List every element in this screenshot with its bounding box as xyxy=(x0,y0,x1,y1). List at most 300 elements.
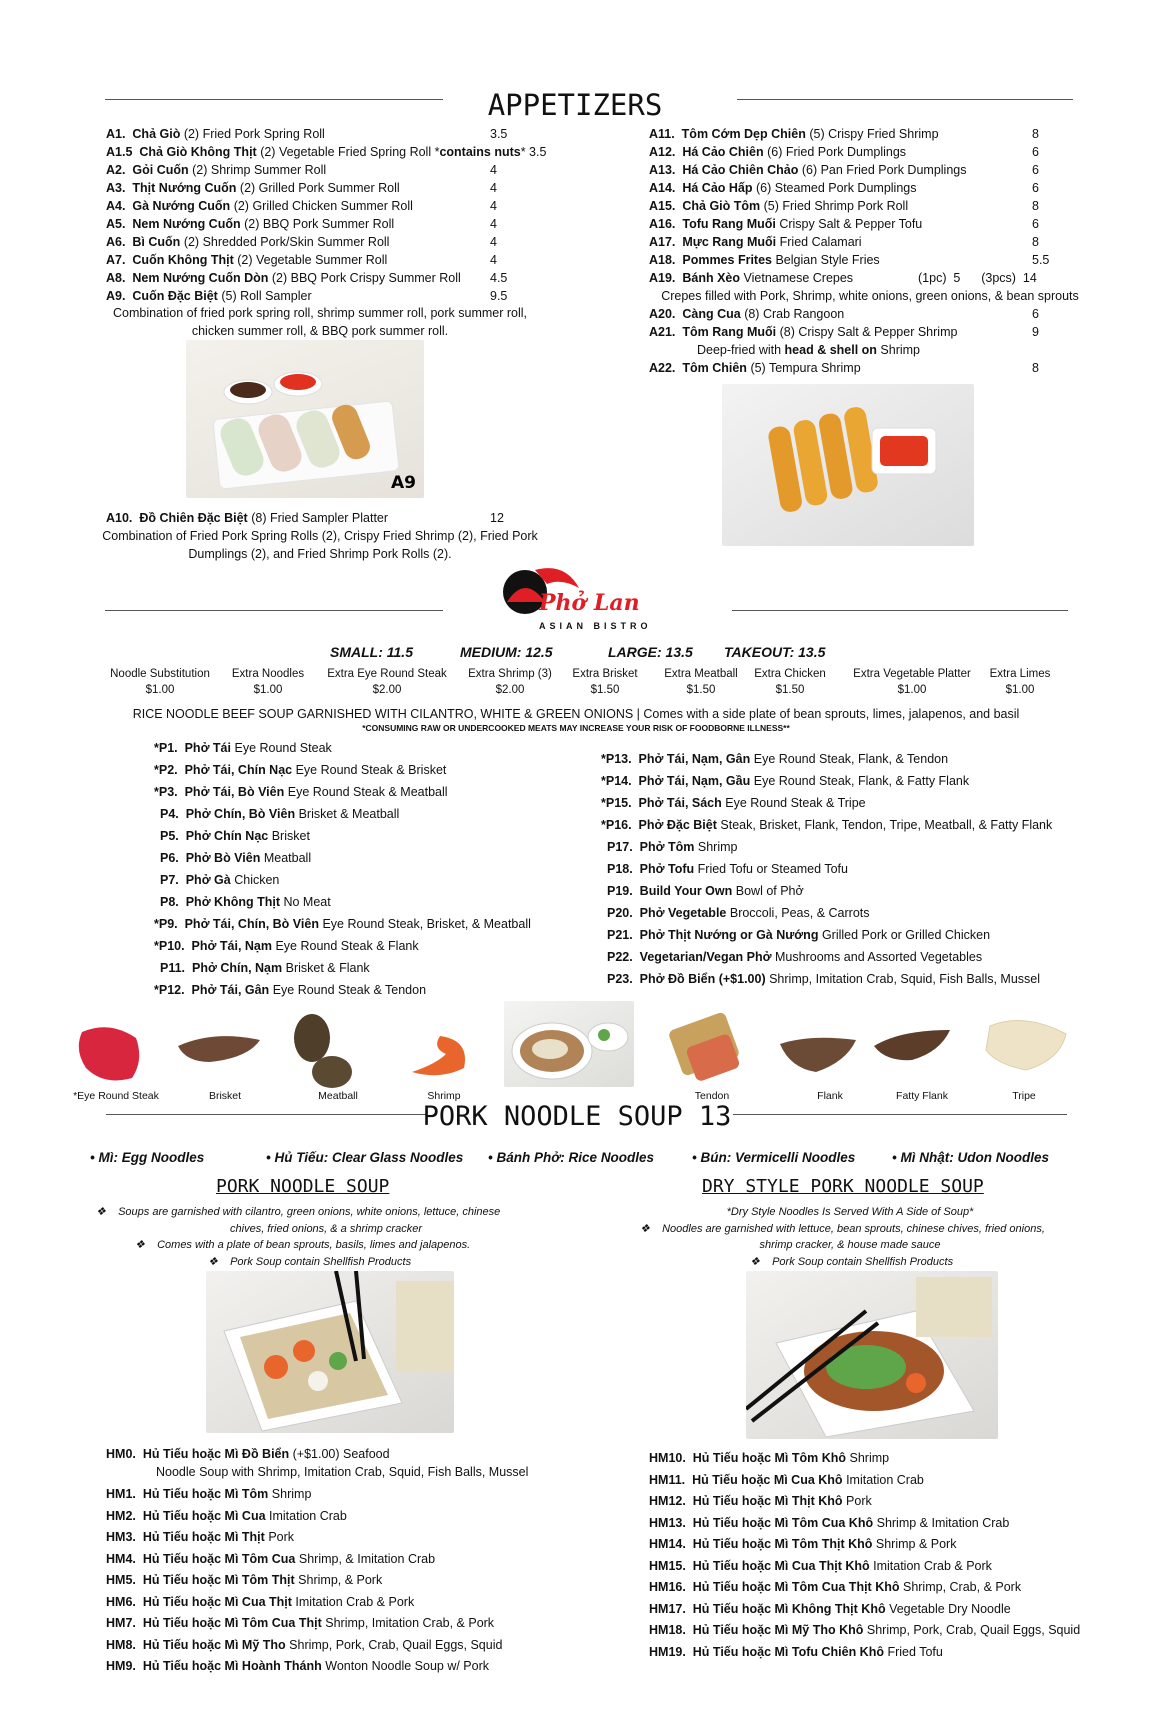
pho-item xyxy=(607,839,737,855)
menu-item xyxy=(106,288,312,304)
item-name: Hủ Tiếu hoặc Mì Tôm Cua Thịt xyxy=(142,1616,322,1630)
pho-bowl-photo xyxy=(504,1001,634,1087)
a19-description: Crepes filled with Pork, Shrimp, white onions, green onions, & bean sprouts xyxy=(661,289,1079,303)
item-name: Tofu Rang Muối xyxy=(682,217,776,231)
extra-label: Extra Meatball xyxy=(664,668,738,680)
item-code: A16. xyxy=(649,217,676,231)
item-name: Tôm Rang Muối xyxy=(682,325,777,339)
pork-soup-item xyxy=(106,1551,435,1567)
extra-price: $1.00 xyxy=(897,684,927,696)
item-name: Phở Đồ Biển (+$1.00) xyxy=(639,972,766,986)
item-description: Shrimp, Imitation Crab, & Pork xyxy=(325,1616,495,1630)
bullet-icon: • xyxy=(488,1150,497,1165)
item-description: Meatball xyxy=(263,851,312,865)
pho-item xyxy=(154,740,332,756)
hm0-description: Noodle Soup with Shrimp, Imitation Crab, Squid, Fish Balls, Mussel xyxy=(156,1465,529,1479)
pork-soup-note: chives, fried onions, & a shrimp cracker xyxy=(230,1223,422,1235)
item-price: 8 xyxy=(1032,235,1039,249)
dry-pork-soup-photo xyxy=(746,1271,998,1439)
item-price: 6 xyxy=(1032,307,1039,321)
item-description: Shrimp, Pork, Crab, Quail Eggs, Squid xyxy=(289,1637,503,1652)
item-code: A4. xyxy=(106,199,126,213)
extra-label: Extra Vegetable Platter xyxy=(853,668,971,680)
item-code: *P14. xyxy=(601,774,632,788)
noodle-type: • Mì Nhật: Udon Noodles xyxy=(892,1150,1049,1165)
item-description: (8) Crispy Salt & Pepper Shrimp xyxy=(779,325,958,339)
item-description: Shrimp & Imitation Crab xyxy=(876,1515,1010,1530)
extra-price: $1.50 xyxy=(686,684,716,696)
pho-item xyxy=(607,861,848,877)
item-description: Imitation Crab & Pork xyxy=(873,1558,992,1573)
item-price: 6 xyxy=(1032,163,1039,177)
extra-price: $2.00 xyxy=(495,684,525,696)
a9-description: Combination of fried pork spring roll, shrimp summer roll, pork summer roll, xyxy=(112,306,527,320)
item-description: (2) Fried Pork Spring Roll xyxy=(183,127,325,141)
dry-pork-soup-item xyxy=(649,1622,1080,1638)
item-description: Eye Round Steak, Brisket, & Meatball xyxy=(322,917,531,931)
dry-soup-illustration xyxy=(746,1271,998,1439)
item-code: HM10. xyxy=(649,1451,686,1465)
item-name: Phở Chín Nạc xyxy=(185,829,269,843)
pho-garnish-note: RICE NOODLE BEEF SOUP GARNISHED WITH CILANTRO, WHITE & GREEN ONIONS | Comes with a side plate of bean sprouts, limes, jalapenos, and basil xyxy=(132,707,1020,721)
item-description: Shrimp, Crab, & Pork xyxy=(902,1580,1022,1594)
item-name: Vegetarian/Vegan Phở xyxy=(639,950,772,964)
item-name: Hủ Tiếu hoặc Mì Tôm xyxy=(142,1487,269,1501)
item-code: A19. xyxy=(649,271,676,285)
item-code: P21. xyxy=(607,928,633,942)
item-name: Hủ Tiếu hoặc Mì Cua xyxy=(142,1508,266,1523)
item-description: Imitation Crab xyxy=(846,1472,924,1487)
ingredient-label: Fatty Flank xyxy=(896,1090,948,1102)
menu-item xyxy=(649,270,853,286)
item-code: HM19. xyxy=(649,1644,686,1659)
fried-shrimp-illustration xyxy=(722,384,974,546)
item-name: Hủ Tiếu hoặc Mì Tofu Chiên Khô xyxy=(692,1644,884,1659)
item-code: A3. xyxy=(106,181,126,195)
item-description: (2) Shrimp Summer Roll xyxy=(192,163,327,177)
menu-item xyxy=(649,306,844,322)
item-code: HM15. xyxy=(649,1558,686,1573)
item-name: Hủ Tiếu hoặc Mì Tôm Cua Khô xyxy=(692,1515,874,1530)
item-name: Tôm Cớm Dẹp Chiên xyxy=(681,127,806,141)
item-code: A15. xyxy=(649,199,676,213)
item-description: Fried Calamari xyxy=(779,235,862,249)
pork-soup-item xyxy=(106,1658,489,1674)
item-description: Vegetable Dry Noodle xyxy=(889,1601,1011,1616)
ingredient-label: *Eye Round Steak xyxy=(73,1090,159,1102)
item-name: Hủ Tiếu hoặc Mì Cua Khô xyxy=(692,1472,843,1487)
item-code: P4. xyxy=(160,807,179,821)
item-description: Eye Round Steak & Tripe xyxy=(725,796,866,810)
item-code: HM7. xyxy=(106,1616,136,1630)
pork-soup-item xyxy=(106,1508,347,1524)
item-name: Hủ Tiếu hoặc Mì Hoành Thánh xyxy=(142,1659,322,1673)
pho-item xyxy=(607,905,870,921)
extra-option xyxy=(720,666,860,698)
tripe-icon xyxy=(986,1021,1066,1070)
item-description: (5) Crispy Fried Shrimp xyxy=(809,127,939,141)
pho-item xyxy=(160,894,331,910)
dry-pork-soup-subtitle: DRY STYLE PORK NOODLE SOUP xyxy=(702,1176,984,1197)
bullet-icon: • xyxy=(892,1150,901,1165)
menu-item xyxy=(649,216,922,232)
pork-soup-item xyxy=(106,1615,494,1631)
item-code: HM16. xyxy=(649,1580,686,1594)
meatball-icon xyxy=(312,1056,352,1088)
item-code: HM8. xyxy=(106,1637,136,1652)
item-description: Eye Round Steak xyxy=(234,741,332,755)
dry-pork-soup-item xyxy=(649,1472,924,1488)
noodle-type: • Bánh Phở: Rice Noodles xyxy=(488,1150,655,1165)
item-code: HM13. xyxy=(649,1515,686,1530)
logo-subtitle: ASIAN BISTRO xyxy=(539,621,652,631)
item-code: A1.5 xyxy=(106,145,133,159)
divider xyxy=(105,99,443,100)
item-name: Phở Tái, Chín, Bò Viên xyxy=(184,917,319,931)
item-name: Pommes Frites xyxy=(682,253,772,267)
item-description: Steak, Brisket, Flank, Tendon, Tripe, Meatball, & Fatty Flank xyxy=(720,818,1053,832)
item-name: Phở Tofu xyxy=(639,862,695,876)
pork-soup-photo xyxy=(206,1271,454,1433)
item-code: P11. xyxy=(160,961,186,975)
pork-soup-note: ❖ Soups are garnished with cilantro, green onions, white onions, lettuce, chinese xyxy=(96,1206,501,1218)
a10-price: 12 xyxy=(490,511,504,525)
divider xyxy=(737,99,1073,100)
item-name: Hủ Tiếu hoặc Mì Tôm Thịt Khô xyxy=(692,1537,873,1551)
pho-item xyxy=(160,960,370,976)
extra-option xyxy=(317,666,457,698)
item-price: (1pc) 5 (3pcs) 14 xyxy=(918,271,1037,285)
item-name: Chả Giò xyxy=(132,127,181,141)
extra-label: Extra Brisket xyxy=(572,668,638,680)
item-code: A7. xyxy=(106,253,126,267)
ingredient-label: Brisket xyxy=(208,1090,242,1102)
item-description: (5) Roll Sampler xyxy=(221,289,312,303)
item-description: (2) Vegetable Fried Spring Roll * xyxy=(260,145,440,159)
item-code: HM17. xyxy=(649,1601,686,1616)
item-price: 4 xyxy=(490,217,497,231)
item-code: *P2. xyxy=(154,763,178,777)
menu-item xyxy=(106,126,325,142)
item-description: (6) Pan Fried Pork Dumplings xyxy=(801,163,967,177)
extra-label: Noodle Substitution xyxy=(110,668,210,680)
menu-item xyxy=(649,324,957,340)
dry-soup-note: shrimp cracker, & house made sauce xyxy=(759,1239,941,1251)
pho-lan-logo xyxy=(495,562,665,634)
item-price: 4 xyxy=(490,235,497,249)
item-name: Hủ Tiếu hoặc Mì Tôm Cua Thịt Khô xyxy=(692,1580,900,1594)
item-code: A12. xyxy=(649,145,676,159)
item-name: Hủ Tiếu hoặc Mì Tôm Cua xyxy=(142,1551,296,1566)
item-price: 6 xyxy=(1032,217,1039,231)
dry-pork-soup-item xyxy=(649,1644,943,1660)
raw-meat-warning: *CONSUMING RAW OR UNDERCOOKED MEATS MAY INCREASE YOUR RISK OF FOODBORNE ILLNESS** xyxy=(362,723,790,733)
item-description: Eye Round Steak & Meatball xyxy=(287,785,448,799)
item-name: Há Cảo Chiên xyxy=(682,145,764,159)
item-code: A1. xyxy=(106,127,126,141)
ingredient-label: Meatball xyxy=(318,1090,358,1102)
item-name: Phở Bò Viên xyxy=(185,851,261,865)
item-code: *P15. xyxy=(601,796,632,810)
dry-pork-soup-item xyxy=(649,1579,1021,1595)
extra-label: Extra Shrimp (3) xyxy=(468,668,552,680)
item-description: Imitation Crab xyxy=(269,1508,347,1523)
a9-description: chicken summer roll, & BBQ pork summer roll. xyxy=(191,324,449,338)
item-code: *P10. xyxy=(154,939,185,953)
item-name: Càng Cua xyxy=(682,307,741,321)
item-allergen-note: contains nuts xyxy=(439,145,521,159)
item-code: P20. xyxy=(607,906,633,920)
item-name: Phở Chín, Bò Viên xyxy=(185,807,296,821)
item-code: P6. xyxy=(160,851,179,865)
item-description: (2) Shredded Pork/Skin Summer Roll xyxy=(183,235,390,249)
item-description: Pork xyxy=(846,1494,872,1508)
item-description: Belgian Style Fries xyxy=(775,253,880,267)
item-name: Phở Đặc Biệt xyxy=(638,818,717,832)
item-description: Fried Tofu xyxy=(887,1644,943,1659)
item-name: Há Cảo Chiên Chảo xyxy=(682,163,799,177)
item-price: 6 xyxy=(1032,145,1039,159)
pho-item xyxy=(601,751,948,767)
dry-soup-note: ❖ Pork Soup contain Shellfish Products xyxy=(750,1256,954,1268)
item-code: A20. xyxy=(649,307,676,321)
ingredient-label: Shrimp xyxy=(427,1090,461,1102)
pork-soup-illustration xyxy=(206,1271,454,1433)
item-price: 4 xyxy=(490,199,497,213)
ingredient-label: Flank xyxy=(817,1090,843,1102)
item-code: A18. xyxy=(649,253,676,267)
extra-price: $1.00 xyxy=(145,684,175,696)
item-price: 9.5 xyxy=(490,289,508,303)
item-code: A11. xyxy=(649,127,675,141)
item-description: Shrimp, & Imitation Crab xyxy=(298,1551,436,1566)
pho-item xyxy=(601,817,1052,833)
pho-item xyxy=(601,773,969,789)
dry-pork-soup-item xyxy=(649,1515,1009,1531)
menu-item-a10: A10. Đồ Chiên Đặc Biệt (8) Fried Sampler Platter xyxy=(106,511,389,525)
item-description: * 3.5 xyxy=(520,145,547,159)
item-name: Phở Tái, Nạm xyxy=(191,939,272,953)
item-name: Bì Cuốn xyxy=(132,235,181,249)
pho-item xyxy=(607,927,990,943)
menu-item xyxy=(649,252,880,268)
item-description: Shrimp & Pork xyxy=(875,1537,957,1551)
item-description: Fried Tofu or Steamed Tofu xyxy=(697,862,848,876)
item-code: HM1. xyxy=(106,1487,136,1501)
divider xyxy=(106,1114,426,1115)
item-code: P7. xyxy=(160,873,179,887)
fried-shrimp-photo xyxy=(722,384,974,546)
eye-round-steak-icon xyxy=(79,1027,139,1080)
a22-price: 8 xyxy=(1032,361,1039,375)
item-name: Phở Tôm xyxy=(639,840,695,854)
pho-item xyxy=(154,916,531,932)
a21-description: Deep-fried with head & shell on Shrimp xyxy=(697,343,921,357)
item-name: Phở Tái xyxy=(184,741,231,755)
pho-item xyxy=(601,795,866,811)
shrimp-icon xyxy=(412,1036,465,1075)
pho-item xyxy=(607,883,804,899)
pork-soup-item xyxy=(106,1529,294,1545)
item-description: Crispy Salt & Pepper Tofu xyxy=(779,217,923,231)
item-name: Cuốn Không Thịt xyxy=(132,253,234,267)
item-code: *P16. xyxy=(601,818,632,832)
item-code: HM6. xyxy=(106,1594,136,1609)
divider xyxy=(733,1114,1067,1115)
divider xyxy=(105,610,443,611)
pork-soup-item xyxy=(106,1572,382,1588)
item-name: Hủ Tiếu hoặc Mì Mỹ Tho Khô xyxy=(692,1623,864,1637)
item-name: Hủ Tiếu hoặc Mì Cua Thịt xyxy=(142,1594,292,1609)
item-name: Gà Nướng Cuốn xyxy=(132,199,231,213)
menu-item xyxy=(106,180,400,196)
brisket-icon xyxy=(178,1036,260,1062)
a10-description: Dumplings (2), and Fried Shrimp Pork Rolls (2). xyxy=(188,547,452,561)
dry-pork-soup-item xyxy=(649,1536,956,1552)
menu-item xyxy=(106,270,461,286)
item-price: 3.5 xyxy=(490,127,508,141)
ingredient-label: Tendon xyxy=(694,1090,730,1102)
noodle-type: • Hủ Tiếu: Clear Glass Noodles xyxy=(266,1150,464,1165)
item-code: HM4. xyxy=(106,1551,136,1566)
item-name: Nem Nướng Cuốn xyxy=(132,217,241,231)
tendon-icon xyxy=(668,1011,741,1082)
item-description: Shrimp xyxy=(697,840,738,854)
size-large: LARGE: 13.5 xyxy=(608,644,693,660)
item-name: Mực Rang Muối xyxy=(682,235,777,249)
item-name: Chả Giò Không Thịt xyxy=(139,145,257,159)
item-name: Hủ Tiếu hoặc Mì Thịt Khô xyxy=(692,1494,843,1508)
dry-pork-soup-item xyxy=(649,1493,872,1509)
item-code: A9. xyxy=(106,289,126,303)
item-name: Phở Không Thịt xyxy=(185,895,280,909)
item-price: 9 xyxy=(1032,325,1039,339)
item-code: P23. xyxy=(607,972,633,986)
fatty-flank-icon xyxy=(874,1030,950,1060)
item-code: HM2. xyxy=(106,1508,136,1523)
extra-label: Extra Noodles xyxy=(231,668,305,680)
menu-item xyxy=(106,144,546,160)
pho-item xyxy=(154,982,426,998)
item-description: (2) BBQ Pork Crispy Summer Roll xyxy=(271,271,461,285)
item-price: 4 xyxy=(490,181,497,195)
item-name: Phở Thịt Nướng or Gà Nướng xyxy=(639,928,819,942)
extra-price: $1.00 xyxy=(253,684,283,696)
item-code: *P13. xyxy=(601,752,632,766)
item-code: P22. xyxy=(607,950,633,964)
menu-item xyxy=(649,180,916,196)
menu-item xyxy=(106,252,387,268)
item-description: Shrimp, Imitation Crab, Squid, Fish Balls, Mussel xyxy=(769,972,1041,986)
item-name: Hủ Tiếu hoặc Mì Mỹ Tho xyxy=(142,1637,286,1652)
a9-photo xyxy=(186,340,424,498)
item-code: *P1. xyxy=(154,741,178,755)
item-code: *P9. xyxy=(154,917,178,931)
item-name: Phở Tái, Nạm, Gầu xyxy=(638,774,751,788)
item-code: HM3. xyxy=(106,1530,136,1544)
bullet-icon: • xyxy=(90,1150,99,1165)
divider xyxy=(732,610,1068,611)
meatball-icon xyxy=(294,1014,330,1062)
item-code: A17. xyxy=(649,235,676,249)
dry-soup-note: ❖ Noodles are garnished with lettuce, bean sprouts, chinese chives, fried onions, xyxy=(640,1223,1045,1235)
dry-pork-soup-item xyxy=(649,1558,992,1574)
item-description: Eye Round Steak & Brisket xyxy=(295,763,447,777)
noodle-type: • Mì: Egg Noodles xyxy=(90,1150,205,1165)
dry-soup-note: *Dry Style Noodles Is Served With A Side of Soup* xyxy=(726,1206,974,1218)
pho-item xyxy=(160,828,310,844)
item-description: (6) Steamed Pork Dumplings xyxy=(756,181,917,195)
item-name: Hủ Tiếu hoặc Mì Tôm Thịt xyxy=(142,1573,295,1587)
flank-icon xyxy=(780,1038,856,1072)
item-price: 4 xyxy=(490,163,497,177)
item-name: Phở Tái, Nạm, Gân xyxy=(638,752,751,766)
item-description: Mushrooms and Assorted Vegetables xyxy=(775,950,983,964)
item-description: Pork xyxy=(268,1530,295,1544)
item-description: Brisket xyxy=(271,829,310,843)
item-code: P18. xyxy=(607,862,633,876)
item-code: P8. xyxy=(160,895,179,909)
item-name: Hủ Tiếu hoặc Mì Cua Thịt Khô xyxy=(692,1558,870,1573)
item-code: HM11. xyxy=(649,1472,686,1487)
pho-item xyxy=(154,784,448,800)
item-name: Cuốn Đặc Biệt xyxy=(132,289,218,303)
item-name: Há Cảo Hấp xyxy=(682,181,753,195)
extra-label: Extra Eye Round Steak xyxy=(327,668,447,680)
pho-item xyxy=(160,806,399,822)
extra-option xyxy=(950,666,1090,698)
item-code: HM14. xyxy=(649,1537,686,1551)
menu-item-a22: A22. Tôm Chiên (5) Tempura Shrimp xyxy=(649,361,861,375)
item-name: Phở Vegetable xyxy=(639,906,727,920)
item-code: *P12. xyxy=(154,983,185,997)
item-name: Thịt Nướng Cuốn xyxy=(132,181,237,195)
pho-item xyxy=(154,762,446,778)
item-code: A6. xyxy=(106,235,126,249)
ingredient-label: Tripe xyxy=(1012,1090,1036,1102)
menu-item-hm0: HM0. Hủ Tiếu hoặc Mì Đồ Biển (+$1.00) Seafood xyxy=(106,1447,390,1461)
menu-item xyxy=(649,234,862,250)
pho-item xyxy=(160,872,279,888)
item-price: 6 xyxy=(1032,181,1039,195)
item-description: (2) Grilled Pork Summer Roll xyxy=(239,181,400,195)
menu-item xyxy=(649,198,908,214)
pho-item xyxy=(607,971,1040,987)
item-description: Shrimp, & Pork xyxy=(298,1573,383,1587)
item-description: (8) Crab Rangoon xyxy=(744,307,845,321)
pho-item xyxy=(607,949,982,965)
extra-price: $1.00 xyxy=(1005,684,1035,696)
item-name: Hủ Tiếu hoặc Mì Thịt xyxy=(142,1530,265,1544)
dry-pork-soup-item xyxy=(649,1450,889,1466)
item-description: Eye Round Steak & Tendon xyxy=(272,983,427,997)
item-description: Eye Round Steak & Flank xyxy=(275,939,419,953)
item-name: Build Your Own xyxy=(639,884,733,898)
size-medium: MEDIUM: 12.5 xyxy=(460,644,553,660)
pork-soup-note: ❖ Pork Soup contain Shellfish Products xyxy=(208,1256,412,1268)
item-description: (6) Fried Pork Dumplings xyxy=(767,145,907,159)
item-price: 8 xyxy=(1032,127,1039,141)
item-code: HM9. xyxy=(106,1659,136,1673)
item-name: Hủ Tiếu hoặc Mì Tôm Khô xyxy=(692,1451,847,1465)
extra-price: $2.00 xyxy=(372,684,402,696)
item-description: Shrimp xyxy=(271,1487,312,1501)
item-code: A5. xyxy=(106,217,126,231)
item-name: Phở Tái, Chín Nạc xyxy=(184,763,293,777)
section-title-pork-noodle-soup: PORK NOODLE SOUP 13 xyxy=(422,1101,732,1132)
menu-item xyxy=(106,198,413,214)
item-code: A14. xyxy=(649,181,676,195)
